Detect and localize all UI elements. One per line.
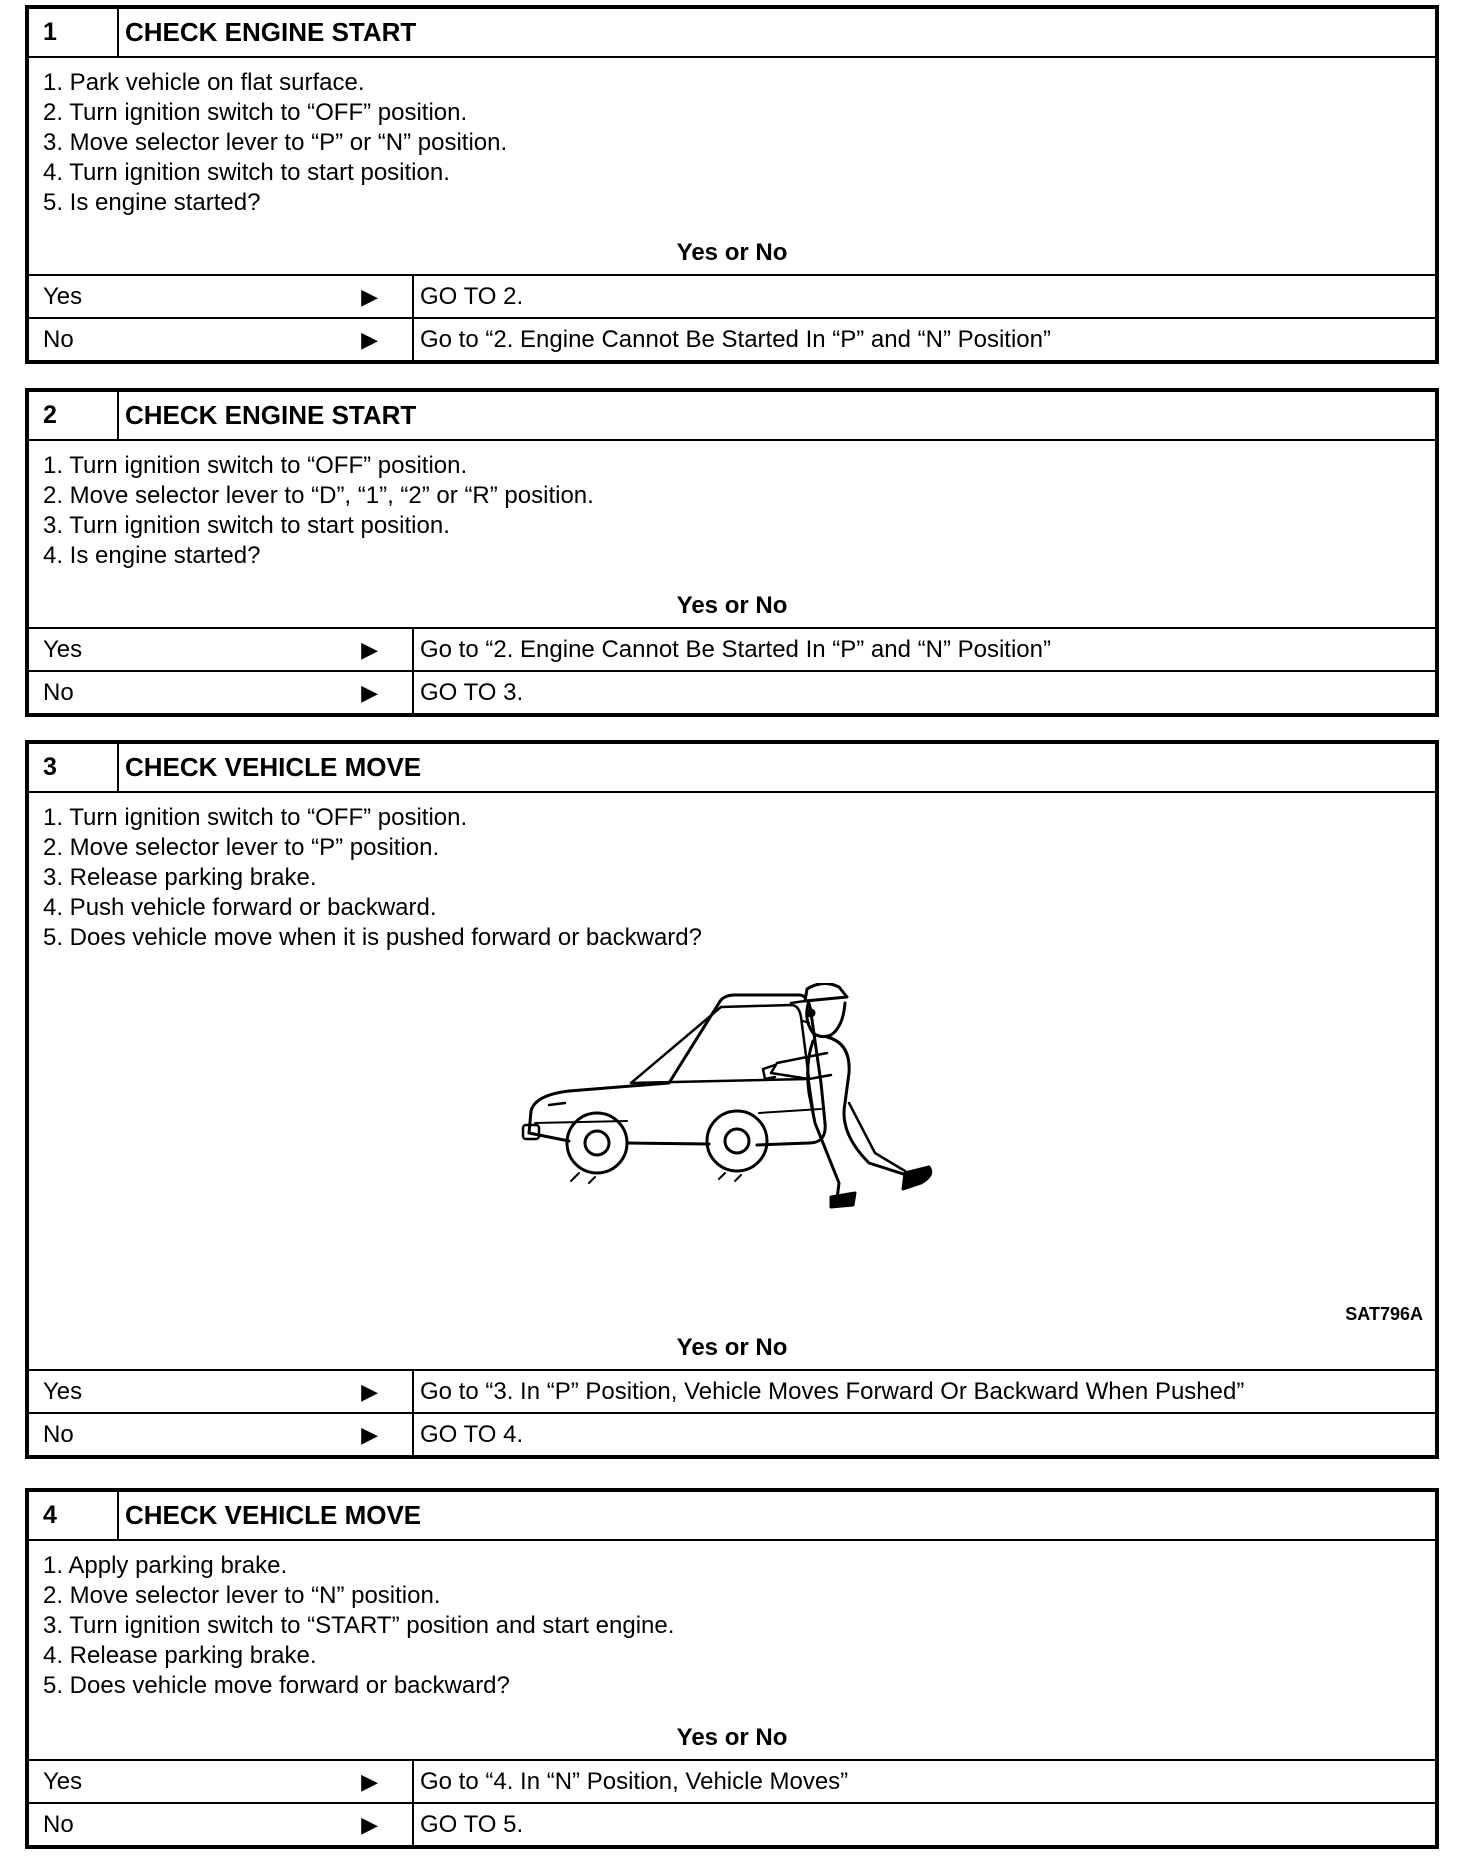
no-label: No: [43, 1420, 74, 1448]
arrow-right-icon: ▶: [361, 1421, 378, 1447]
instruction-item: 2. Move selector lever to “D”, “1”, “2” or “R” position.: [43, 482, 594, 509]
no-action: GO TO 3.: [420, 678, 524, 706]
step-body: [29, 1541, 1435, 1759]
yes-action: Go to “2. Engine Cannot Be Started In “P” and “N” Position”: [420, 635, 1051, 663]
yes-row: [29, 274, 1435, 317]
check-block-1: [25, 5, 1439, 364]
person-pushing-car-illustration: [509, 983, 1029, 1233]
yes-row: [29, 627, 1435, 670]
no-label: No: [43, 1810, 74, 1838]
figure-id-label: SAT796A: [1345, 1304, 1423, 1324]
no-row: [29, 1802, 1435, 1845]
step-title: CHECK VEHICLE MOVE: [125, 752, 422, 782]
instruction-item: 3. Release parking brake.: [43, 864, 317, 891]
instruction-list: [43, 803, 1435, 953]
instruction-list: [43, 451, 1435, 571]
check-block-3: [25, 740, 1439, 1459]
arrow-right-icon: ▶: [361, 636, 378, 662]
car-drawing: [523, 995, 825, 1183]
instruction-item: 5. Is engine started?: [43, 189, 261, 216]
yes-action: Go to “3. In “P” Position, Vehicle Moves Forward Or Backward When Pushed”: [420, 1377, 1245, 1405]
block-header: [29, 744, 1435, 793]
yes-or-no-question: Yes or No: [676, 1334, 788, 1361]
block-header: [29, 9, 1435, 58]
yes-row: [29, 1369, 1435, 1412]
instruction-item: 1. Turn ignition switch to “OFF” position.: [43, 452, 468, 479]
instruction-item: 1. Turn ignition switch to “OFF” position.: [43, 804, 468, 831]
yes-label: Yes: [43, 282, 83, 310]
no-row: [29, 670, 1435, 713]
yes-row: [29, 1759, 1435, 1802]
block-header: [29, 1492, 1435, 1541]
no-row: [29, 317, 1435, 360]
mechanic-drawing: [763, 983, 931, 1207]
yes-or-no-question: Yes or No: [676, 1724, 788, 1751]
instruction-item: 3. Move selector lever to “P” or “N” position.: [43, 129, 508, 156]
yes-label: Yes: [43, 1767, 83, 1795]
no-label: No: [43, 325, 74, 353]
instruction-item: 1. Park vehicle on flat surface.: [43, 69, 365, 96]
arrow-right-icon: ▶: [361, 1768, 378, 1794]
no-action: GO TO 4.: [420, 1420, 524, 1448]
instruction-item: 4. Turn ignition switch to start position.: [43, 159, 450, 186]
no-action: GO TO 5.: [420, 1810, 524, 1838]
yes-label: Yes: [43, 1377, 83, 1405]
arrow-right-icon: ▶: [361, 1378, 378, 1404]
no-action: Go to “2. Engine Cannot Be Started In “P” and “N” Position”: [420, 325, 1051, 353]
instruction-item: 1. Apply parking brake.: [43, 1552, 288, 1579]
instruction-item: 2. Move selector lever to “P” position.: [43, 834, 440, 861]
instruction-item: 2. Turn ignition switch to “OFF” position.: [43, 99, 468, 126]
yes-label: Yes: [43, 635, 83, 663]
step-title: CHECK ENGINE START: [125, 400, 417, 430]
step-body: [29, 793, 1435, 1369]
check-block-4: [25, 1488, 1439, 1849]
step-number: 1: [29, 9, 119, 56]
instruction-item: 2. Move selector lever to “N” position.: [43, 1582, 441, 1609]
step-body: [29, 58, 1435, 274]
arrow-right-icon: ▶: [361, 1811, 378, 1837]
block-header: [29, 392, 1435, 441]
no-row: [29, 1412, 1435, 1455]
arrow-right-icon: ▶: [361, 679, 378, 705]
instruction-item: 4. Is engine started?: [43, 542, 261, 569]
step-number: 2: [29, 392, 119, 439]
step-number: 3: [29, 744, 119, 791]
yes-action: GO TO 2.: [420, 282, 524, 310]
check-block-2: [25, 388, 1439, 717]
step-body: [29, 441, 1435, 627]
instruction-item: 4. Release parking brake.: [43, 1642, 317, 1669]
yes-or-no-question: Yes or No: [676, 239, 788, 266]
arrow-right-icon: ▶: [361, 283, 378, 309]
instruction-item: 5. Does vehicle move forward or backward?: [43, 1672, 510, 1699]
instruction-item: 4. Push vehicle forward or backward.: [43, 894, 437, 921]
instruction-item: 5. Does vehicle move when it is pushed forward or backward?: [43, 924, 702, 951]
yes-action: Go to “4. In “N” Position, Vehicle Moves”: [420, 1767, 849, 1795]
no-label: No: [43, 678, 74, 706]
step-title: CHECK VEHICLE MOVE: [125, 1500, 422, 1530]
step-title: CHECK ENGINE START: [125, 17, 417, 47]
yes-or-no-question: Yes or No: [676, 592, 788, 619]
arrow-right-icon: ▶: [361, 326, 378, 352]
instruction-list: [43, 68, 1435, 218]
instruction-item: 3. Turn ignition switch to start position.: [43, 512, 450, 539]
step-number: 4: [29, 1492, 119, 1539]
instruction-list: [43, 1551, 1435, 1701]
instruction-item: 3. Turn ignition switch to “START” position and start engine.: [43, 1612, 675, 1639]
